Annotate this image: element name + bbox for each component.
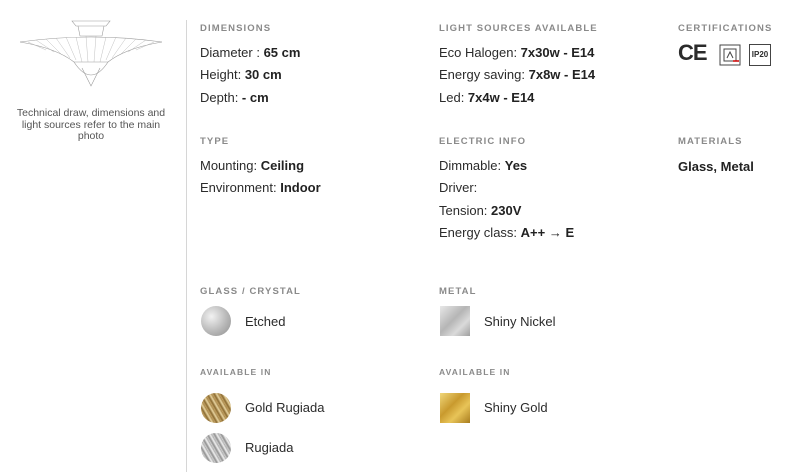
light-source-energy-saving: Energy saving: 7x8w - E14: [439, 67, 596, 82]
class-ii-icon: [719, 44, 741, 66]
light-sources-header: LIGHT SOURCES AVAILABLE: [439, 23, 598, 34]
light-source-led: Led: 7x4w - E14: [439, 90, 535, 105]
depth-row: Depth: - cm: [200, 90, 269, 105]
certifications-header: CERTIFICATIONS: [678, 23, 773, 34]
height-row: Height: 30 cm: [200, 67, 282, 82]
electric-info-header: ELECTRIC INFO: [439, 136, 527, 147]
shiny-gold-swatch[interactable]: [440, 393, 470, 423]
glass-crystal-header: GLASS / CRYSTAL: [200, 286, 301, 297]
glass-available-in-header: AVAILABLE IN: [200, 367, 272, 377]
rugiada-label: Rugiada: [245, 440, 294, 455]
shiny-nickel-swatch[interactable]: [440, 306, 470, 336]
shiny-nickel-label: Shiny Nickel: [484, 314, 556, 329]
tension-row: Tension: 230V: [439, 203, 522, 218]
ce-mark-icon: CE: [678, 40, 707, 65]
driver-row: Driver:: [439, 180, 478, 195]
ip20-icon: IP20: [749, 44, 771, 66]
etched-glass-swatch[interactable]: [201, 306, 231, 336]
light-source-eco-halogen: Eco Halogen: 7x30w - E14: [439, 45, 595, 60]
diameter-row: Diameter : 65 cm: [200, 45, 301, 60]
rugiada-swatch[interactable]: [201, 433, 231, 463]
materials-header: MATERIALS: [678, 136, 743, 147]
shiny-gold-label: Shiny Gold: [484, 400, 548, 415]
technical-draw-caption: Technical draw, dimensions and light sources refer to the main photo: [16, 107, 166, 142]
column-divider: [186, 20, 187, 472]
dimmable-row: Dimmable: Yes: [439, 158, 528, 173]
metal-header: METAL: [439, 286, 477, 297]
gold-rugiada-label: Gold Rugiada: [245, 400, 325, 415]
environment-row: Environment: Indoor: [200, 180, 321, 195]
dimensions-header: DIMENSIONS: [200, 23, 272, 34]
metal-available-in-header: AVAILABLE IN: [439, 367, 511, 377]
mounting-row: Mounting: Ceiling: [200, 158, 305, 173]
energy-class-row: Energy class: A++ → E: [439, 225, 575, 240]
gold-rugiada-swatch[interactable]: [201, 393, 231, 423]
materials-value: Glass, Metal: [678, 159, 754, 174]
type-header: TYPE: [200, 136, 230, 147]
etched-glass-label: Etched: [245, 314, 286, 329]
lamp-technical-drawing: [16, 18, 166, 90]
